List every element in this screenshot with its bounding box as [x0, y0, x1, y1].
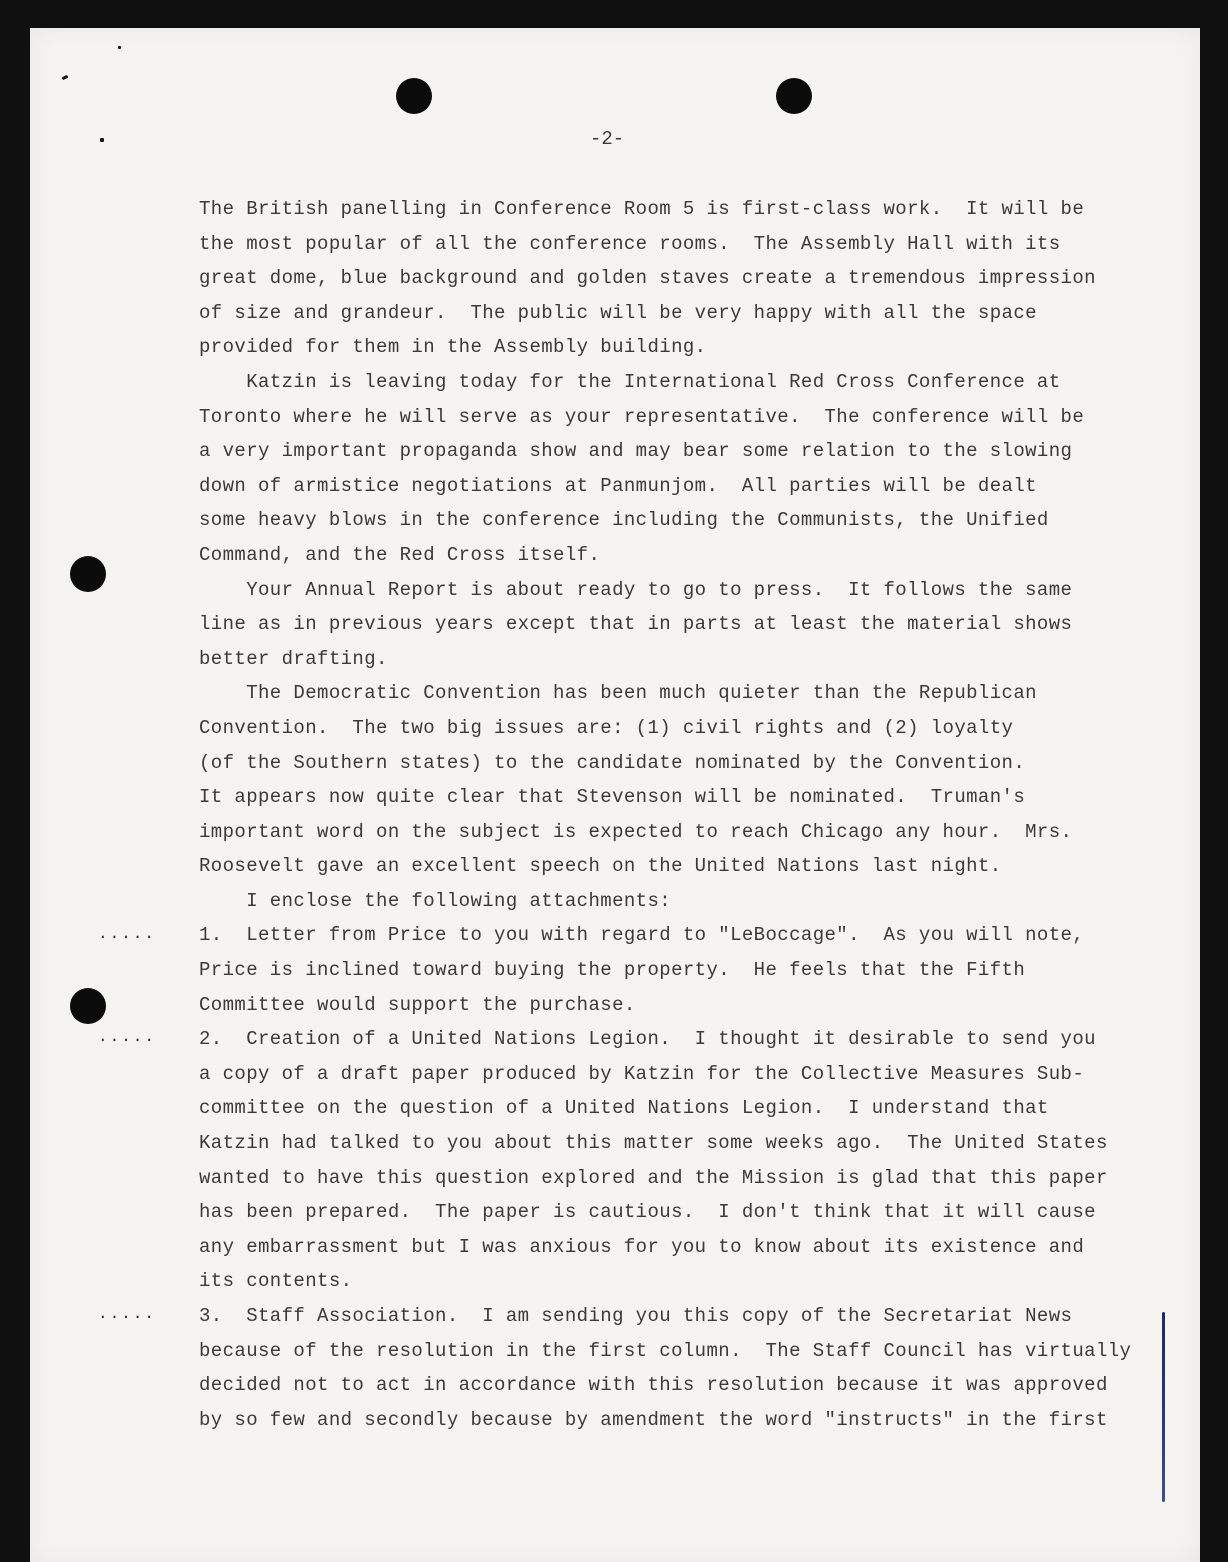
text-line: Katzin is leaving today for the International Red Cross Conference at [199, 370, 1061, 393]
paragraph-democratic-convention [199, 676, 1119, 884]
scan-speck [100, 138, 104, 142]
attachment-item-1 [199, 918, 1119, 1022]
text-line: Toronto where he will serve as your representative. The conference will be [199, 405, 1085, 428]
margin-dots-item-3: ..... [98, 1305, 157, 1323]
text-line: a copy of a draft paper produced by Katzin for the Collective Measures Sub- [199, 1062, 1085, 1085]
text-line: It appears now quite clear that Stevenson will be nominated. Truman's [199, 786, 1026, 809]
punch-hole-top-left [396, 78, 432, 114]
margin-dots-item-2: ..... [98, 1028, 157, 1046]
paragraph-conference-rooms [199, 192, 1119, 365]
text-line: of size and grandeur. The public will be very happy with all the space [199, 301, 1037, 324]
scan-speck [62, 75, 69, 80]
text-line: 1. Letter from Price to you with regard to "LeBoccage". As you will note, [199, 924, 1085, 947]
text-line: 3. Staff Association. I am sending you this copy of the Secretariat News [199, 1305, 1073, 1327]
text-line: the most popular of all the conference rooms. The Assembly Hall with its [199, 232, 1061, 255]
text-line: committee on the question of a United Nations Legion. I understand that [199, 1097, 1049, 1120]
text-line: Committee would support the purchase. [199, 993, 636, 1016]
text-line: by so few and secondly because by amendment the word "instructs" in the first [199, 1408, 1108, 1431]
scan-speck [118, 46, 121, 49]
text-line: The Democratic Convention has been much quieter than the Republican [199, 682, 1037, 705]
text-line: its contents. [199, 1270, 353, 1293]
punch-hole-top-right [776, 78, 812, 114]
text-line: important word on the subject is expected to reach Chicago any hour. Mrs. [199, 820, 1073, 843]
paragraph-red-cross [199, 365, 1119, 573]
text-line: because of the resolution in the first column. The Staff Council has virtually [199, 1339, 1132, 1362]
text-line: Price is inclined toward buying the property. He feels that the Fifth [199, 959, 1026, 982]
margin-pen-mark [1162, 1312, 1165, 1502]
text-line: Your Annual Report is about ready to go to press. It follows the same [199, 578, 1073, 601]
text-line: Command, and the Red Cross itself. [199, 543, 601, 566]
paragraph-annual-report [199, 573, 1119, 677]
text-line: Roosevelt gave an excellent speech on the United Nations last night. [199, 855, 1002, 878]
text-line: wanted to have this question explored and the Mission is glad that this paper [199, 1166, 1108, 1189]
text-line: great dome, blue background and golden staves create a tremendous impression [199, 267, 1096, 290]
text-line: better drafting. [199, 647, 388, 670]
page-number: -2- [590, 128, 625, 150]
text-line: some heavy blows in the conference including the Communists, the Unified [199, 509, 1049, 532]
text-line: provided for them in the Assembly building. [199, 336, 707, 359]
text-line: Katzin had talked to you about this matter some weeks ago. The United States [199, 1132, 1108, 1155]
text-line: has been prepared. The paper is cautious. I don't think that it will cause [199, 1201, 1096, 1224]
attachment-item-2 [199, 1022, 1119, 1299]
text-line: line as in previous years except that in parts at least the material shows [199, 613, 1073, 636]
paragraph-attachments-intro [199, 884, 1119, 919]
text-line: any embarrassment but I was anxious for you to know about its existence and [199, 1235, 1085, 1258]
attachment-item-3 [199, 1299, 1132, 1437]
text-line: 2. Creation of a United Nations Legion. I thought it desirable to send you [199, 1028, 1096, 1051]
text-line: (of the Southern states) to the candidate nominated by the Convention. [199, 751, 1026, 774]
letter-body [199, 192, 1132, 1437]
punch-hole-left-upper [70, 556, 106, 592]
text-line: decided not to act in accordance with this resolution because it was approved [199, 1374, 1108, 1397]
text-line: The British panelling in Conference Room 5 is first-class work. It will be [199, 198, 1085, 220]
text-line: down of armistice negotiations at Panmunjom. All parties will be dealt [199, 474, 1037, 497]
text-line: Convention. The two big issues are: (1) civil rights and (2) loyalty [199, 716, 1014, 739]
punch-hole-left-lower [70, 988, 106, 1024]
margin-dots-item-1: ..... [98, 925, 157, 943]
text-line: a very important propaganda show and may bear some relation to the slowing [199, 440, 1073, 463]
text-line: I enclose the following attachments: [199, 889, 672, 912]
